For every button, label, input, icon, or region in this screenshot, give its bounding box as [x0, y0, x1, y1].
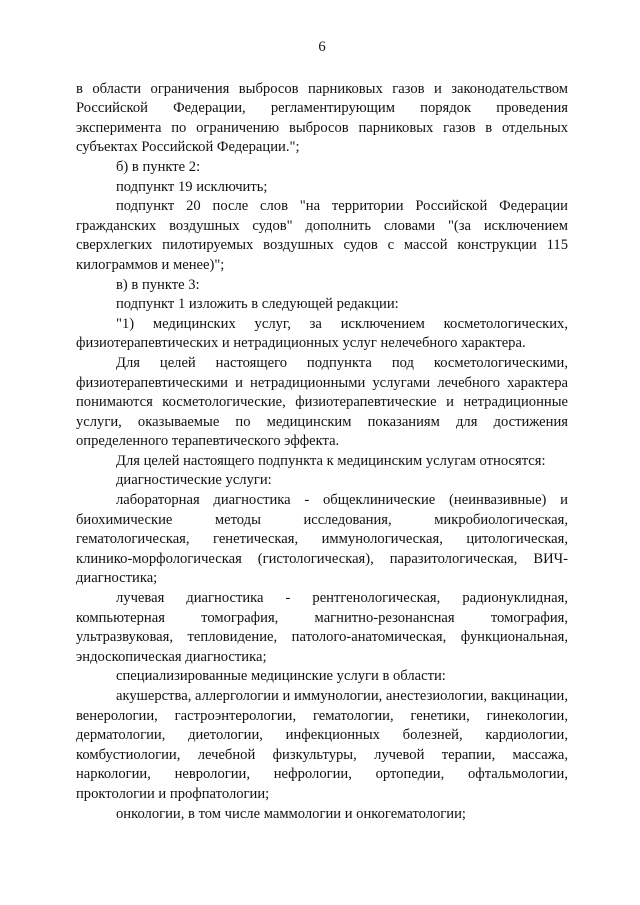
- paragraph: диагностические услуги:: [116, 472, 272, 489]
- paragraph: "1) медицинских услуг, за исключением косметологических, физиотерапевтических и нетрадиционных услуг нелечебного характера.: [76, 315, 568, 352]
- paragraph: лучевая диагностика - рентгенологическая, радионуклидная, компьютерная томография, магнитно-резонансная томография, ультразвуковая, тепловидение, патолого-анатомическая, функциональная, эндоскопическая диагностика;: [76, 590, 568, 665]
- paragraph: подпункт 20 после слов "на территории Российской Федерации гражданских воздушных судов" дополнить словами "(за исключением сверхлегких пилотируемых воздушных судов с массой конструкции 115 килограммов и менее)";: [76, 198, 568, 273]
- paragraph: подпункт 1 изложить в следующей редакции:: [116, 296, 399, 313]
- paragraph: в области ограничения выбросов парниковых газов и законодательством Российской Федерации, регламентирующим порядок проведения эксперимента по ограничению выбросов парниковых газов в отдельных субъектах Российской Федерации.";: [76, 80, 568, 156]
- paragraph: лабораторная диагностика - общеклинические (неинвазивные) и биохимические методы исследования, микробиологическая, гематологическая, генетическая, иммунологическая, цитологическая, клинико-морфологическая (гистологическая), паразитологическая, ВИЧ-диагностика;: [76, 492, 568, 587]
- page-number: 6: [318, 39, 326, 55]
- paragraph: специализированные медицинские услуги в области:: [116, 668, 446, 685]
- paragraph: б) в пункте 2:: [116, 158, 201, 175]
- paragraph: онкологии, в том числе маммологии и онкогематологии;: [116, 805, 466, 822]
- paragraph: Для целей настоящего подпункта к медицинским услугам относятся:: [116, 452, 546, 469]
- paragraph: в) в пункте 3:: [116, 276, 200, 293]
- paragraph: акушерства, аллергологии и иммунологии, анестезиологии, вакцинации, венерологии, гастроэнтерологии, гематологии, генетики, гинекологии, дерматологии, диетологии, инфекционных болезней, кардиологии, комбустиологии, лечебной физкультуры, лучевой терапии, массажа, наркологии, неврологии, нефрологии, ортопедии, офтальмологии, проктологии и профпатологии;: [76, 688, 568, 802]
- paragraph: подпункт 19 исключить;: [116, 178, 268, 195]
- paragraph: Для целей настоящего подпункта под косметологическими, физиотерапевтическими и нетрадиционными услугами лечебного характера понимаются косметологические, физиотерапевтические и нетрадиционные услуги, оказываемые по медицинским показаниям для достижения определенного терапевтического эффекта.: [76, 354, 568, 450]
